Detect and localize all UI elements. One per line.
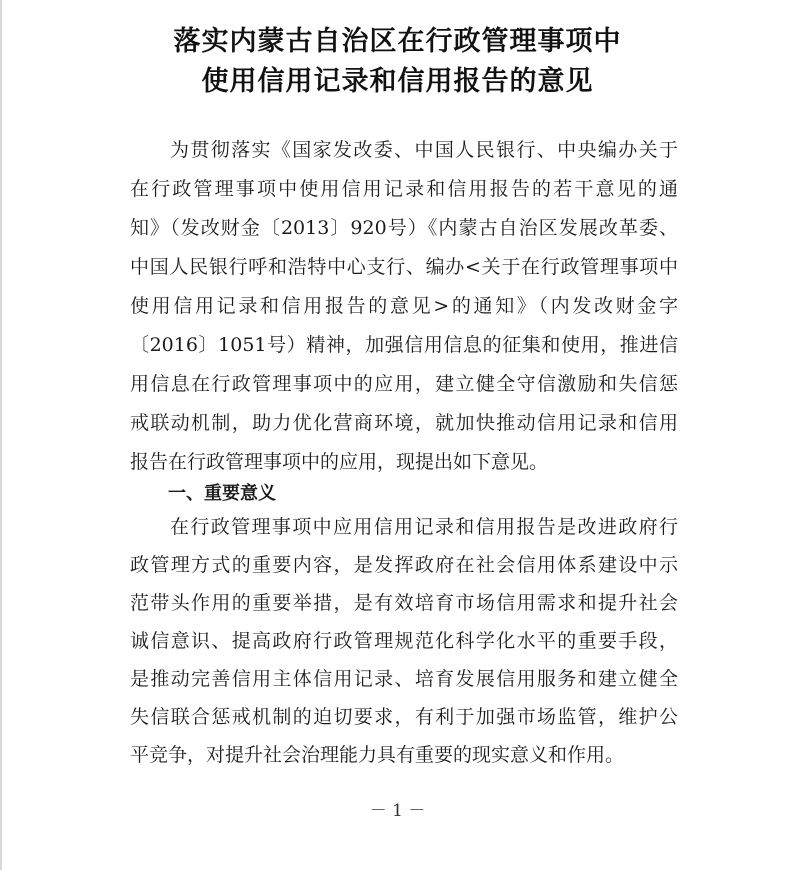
- paragraph-line: 〔2016〕1051号）精神，加强信用信息的征集和使用，推进信: [130, 334, 678, 356]
- paragraph-line: 是推动完善信用主体信用记录、培育发展信用服务和建立健全: [130, 668, 678, 690]
- paragraph-line: 使用信用记录和信用报告的意见>的通知》（内发改财金字: [130, 295, 678, 317]
- paragraph-line: 知》（发改财金〔2013〕920号）《内蒙古自治区发展改革委、: [130, 217, 678, 239]
- page-number: － 1 －: [369, 801, 426, 821]
- paragraph-line: 在行政管理事项中应用信用记录和信用报告是改进政府行: [170, 516, 678, 538]
- paragraph-line: 戒联动机制，助力优化营商环境，就加快推动信用记录和信用: [130, 412, 678, 434]
- paragraph-line: 中国人民银行呼和浩特中心支行、编办<关于在行政管理事项中: [130, 256, 678, 278]
- paragraph-line: 用信息在行政管理事项中的应用，建立健全守信激励和失信惩: [130, 373, 678, 395]
- paragraph-line: 政管理方式的重要内容，是发挥政府在社会信用体系建设中示: [130, 554, 678, 576]
- paragraph-line: 范带头作用的重要举措，是有效培育市场信用需求和提升社会: [130, 592, 678, 614]
- paragraph-line: 诚信意识、提高政府行政管理规范化科学化水平的重要手段，: [130, 630, 678, 652]
- paragraph-line: 在行政管理事项中使用信用记录和信用报告的若干意见的通: [130, 178, 678, 200]
- paragraph-line: 平竞争，对提升社会治理能力具有重要的现实意义和作用。: [130, 744, 625, 766]
- document-title-line-1: 落实内蒙古自治区在行政管理事项中: [173, 26, 622, 57]
- section-heading: 一、重要意义: [168, 483, 276, 504]
- paragraph-line: 报告在行政管理事项中的应用，现提出如下意见。: [130, 451, 549, 473]
- paragraph-line: 为贯彻落实《国家发改委、中国人民银行、中央编办关于: [170, 139, 678, 161]
- document-title-line-2: 使用信用记录和信用报告的意见: [201, 66, 594, 97]
- paragraph-line: 失信联合惩戒机制的迫切要求，有利于加强市场监管，维护公: [130, 706, 678, 728]
